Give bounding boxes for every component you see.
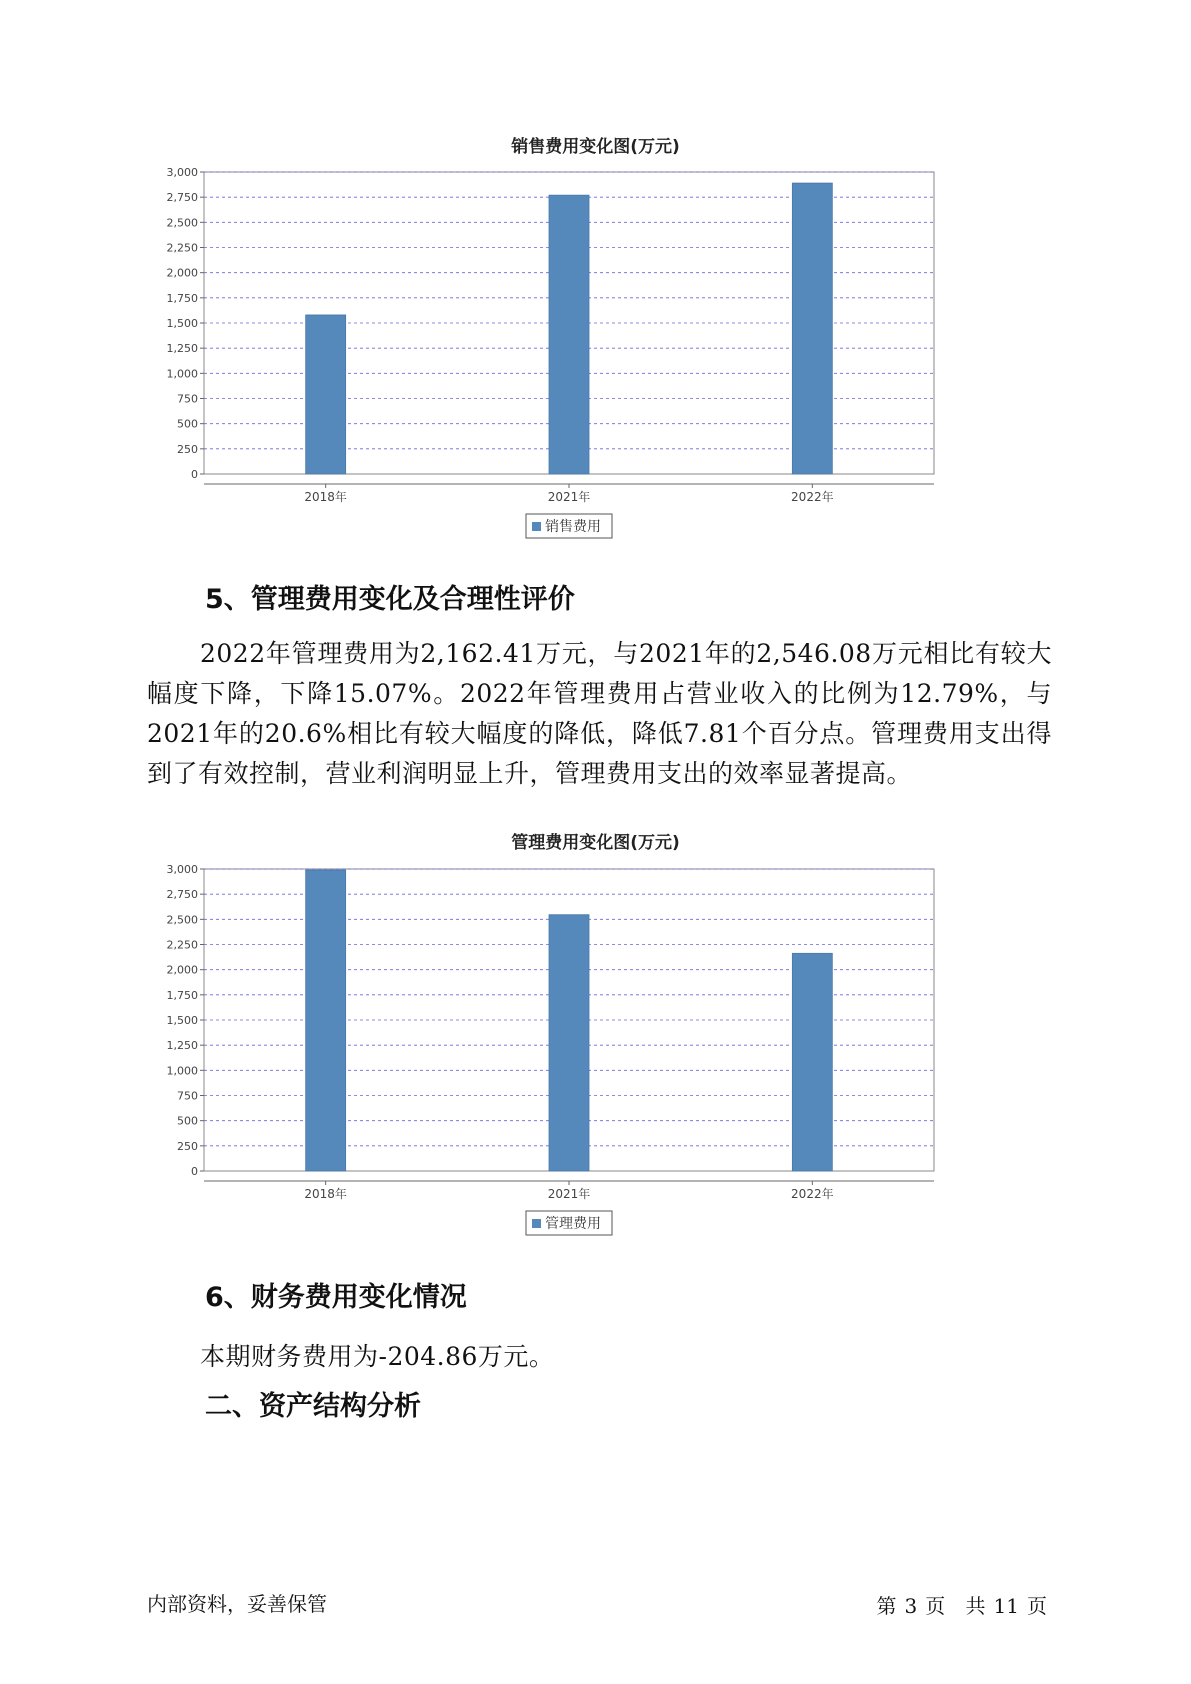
- y-tick-label: 1,000: [166, 1064, 198, 1078]
- legend-swatch: [532, 1219, 541, 1228]
- y-tick-label: 1,250: [166, 342, 198, 356]
- section-6-paragraph: 本期财务费用为-204.86万元。: [200, 1342, 555, 1371]
- y-tick-label: 2,500: [166, 216, 198, 230]
- y-tick-label: 3,000: [166, 166, 198, 179]
- x-tick-label: 2018年: [304, 490, 347, 504]
- chart-2-title: 管理费用变化图(万元): [511, 833, 680, 853]
- bar-2018年: [306, 315, 346, 474]
- footer-label-gong: 共: [965, 1594, 986, 1618]
- footer-label-ye: 页: [925, 1594, 946, 1618]
- y-tick-label: 0: [191, 468, 198, 481]
- y-tick-label: 2,250: [166, 241, 198, 255]
- y-tick-label: 750: [177, 1089, 198, 1103]
- x-tick-label: 2022年: [791, 1187, 834, 1201]
- legend-label: 销售费用: [545, 519, 601, 535]
- legend-label: 管理费用: [545, 1216, 601, 1232]
- y-tick-label: 250: [177, 442, 198, 456]
- x-tick-label: 2021年: [547, 490, 591, 504]
- section-5-heading: 5、管理费用变化及合理性评价: [205, 584, 575, 615]
- chart-2-svg: [150, 857, 1030, 1277]
- y-tick-label: 1,500: [166, 317, 198, 330]
- y-tick-label: 0: [191, 1165, 198, 1178]
- y-tick-label: 2,000: [166, 963, 198, 977]
- footer-confidential: 内部资料，妥善保管: [147, 1592, 327, 1616]
- chart-1-title: 销售费用变化图(万元): [511, 137, 680, 157]
- footer-current-page: 3: [904, 1594, 918, 1618]
- bar-2021年: [549, 915, 589, 1171]
- y-tick-label: 2,750: [166, 888, 198, 902]
- y-tick-label: 1,750: [166, 988, 198, 1002]
- y-tick-label: 2,250: [166, 938, 198, 952]
- y-tick-label: 1,250: [166, 1039, 198, 1053]
- y-tick-label: 500: [177, 417, 198, 431]
- y-tick-label: 500: [177, 1114, 198, 1128]
- bar-2022年: [792, 953, 832, 1171]
- footer-page-number: [872, 1590, 1051, 1619]
- footer-label-di: 第: [876, 1594, 897, 1618]
- bar-2022年: [792, 183, 832, 474]
- bar-2018年: [306, 870, 346, 1171]
- part-2-heading: 二、资产结构分析: [205, 1391, 421, 1422]
- y-tick-label: 750: [177, 392, 198, 406]
- y-tick-label: 2,000: [166, 266, 198, 280]
- chart-1-svg: [150, 160, 1030, 580]
- y-tick-label: 250: [177, 1139, 198, 1153]
- y-tick-label: 3,000: [166, 863, 198, 876]
- y-tick-label: 1,750: [166, 291, 198, 305]
- x-tick-label: 2018年: [304, 1187, 347, 1201]
- legend-swatch: [532, 522, 541, 531]
- footer-label-ye-2: 页: [1027, 1594, 1047, 1618]
- x-tick-label: 2022年: [791, 490, 834, 504]
- section-6-heading: 6、财务费用变化情况: [205, 1282, 467, 1313]
- chart-2: [150, 857, 1030, 1277]
- y-tick-label: 2,750: [166, 191, 198, 205]
- y-tick-label: 2,500: [166, 913, 198, 927]
- x-tick-label: 2021年: [547, 1187, 591, 1201]
- section-5-paragraph: 2022年管理费用为2,162.41万元，与2021年的2,546.08万元相比有较大幅度下降，下降15.07%。2022年管理费用占营业收入的比例为12.79%，与2021年的20.6%相比有较大幅度的降低，降低7.81个百分点。管理费用支出得到了有效控制，营业利润明显上升，管理费用支出的效率显著提高。: [147, 639, 1052, 788]
- footer-total-pages: 11: [993, 1594, 1019, 1618]
- y-tick-label: 1,500: [166, 1014, 198, 1027]
- y-tick-label: 1,000: [166, 367, 198, 381]
- chart-1: [150, 160, 1030, 580]
- bar-2021年: [549, 195, 589, 474]
